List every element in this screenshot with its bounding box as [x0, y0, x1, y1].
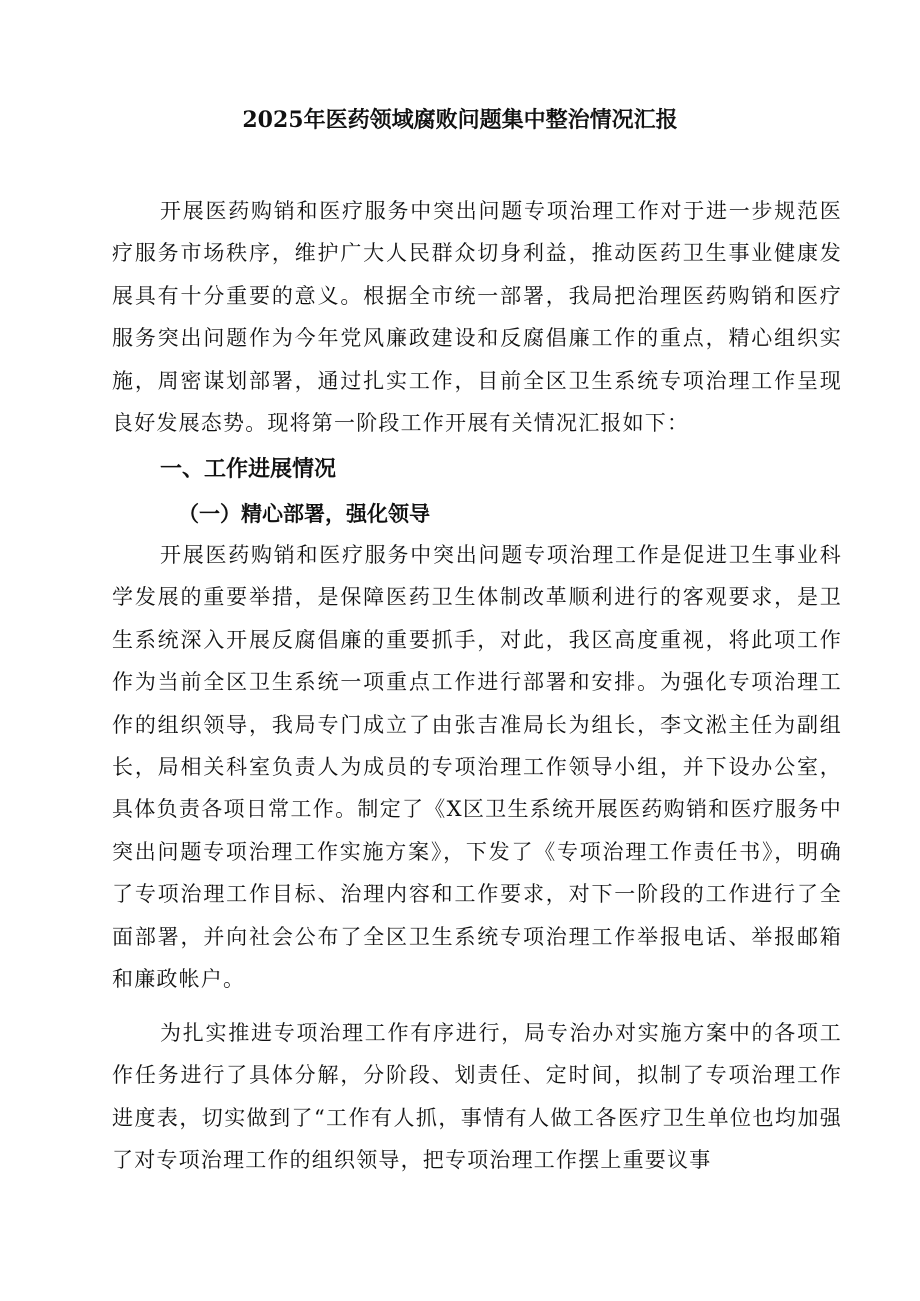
section-heading-1: 一、工作进展情况 — [160, 457, 337, 482]
body-paragraph-3: 为扎实推进专项治理工作有序进行，局专治办对实施方案中的各项工作任务进行了具体分解，分阶段、划责任、定时间，拟制了专项治理工作进度表，切实做到了“工作有人抓，事情有人做工各医疗卫生单位也均加强了对专项治理工作的组织领导，把专项治理工作摆上重要议事 — [112, 1021, 842, 1173]
body-paragraph-2: 开展医药购销和医疗服务中突出问题专项治理工作是促进卫生事业科学发展的重要举措，是保障医药卫生体制改革顺利进行的客观要求，是卫生系统深入开展反腐倡廉的重要抓手，对此，我区高度重视，将此项工作作为当前全区卫生系统一项重点工作进行部署和安排。为强化专项治理工作的组织领导，我局专门成立了由张吉准局长为组长，李文淞主任为副组长，局相关科室负责人为成员的专项治理工作领导小组，并下设办公室，具体负责各项日常工作。制定了《X区卫生系统开展医药购销和医疗服务中突出问题专项治理工作实施方案》，下发了《专项治理工作责任书》，明确了专项治理工作目标、治理内容和工作要求，对下一阶段的工作进行了全面部署，并向社会公布了全区卫生系统专项治理工作举报电话、举报邮箱和廉政帐户。 — [112, 543, 842, 992]
subsection-heading-1: （一）精心部署，强化领导 — [178, 501, 430, 526]
intro-paragraph: 开展医药购销和医疗服务中突出问题专项治理工作对于进一步规范医疗服务市场秩序，维护广大人民群众切身利益，推动医药卫生事业健康发展具有十分重要的意义。根据全市统一部署，我局把治理医药购销和医疗服务突出问题作为今年党风廉政建设和反腐倡廉工作的重点，精心组织实施，周密谋划部署，通过扎实工作，目前全区卫生系统专项治理工作呈现良好发展态势。现将第一阶段工作开展有关情况汇报如下： — [112, 199, 842, 436]
document-title: 2025年医药领域腐败问题集中整治情况汇报 — [242, 107, 678, 133]
